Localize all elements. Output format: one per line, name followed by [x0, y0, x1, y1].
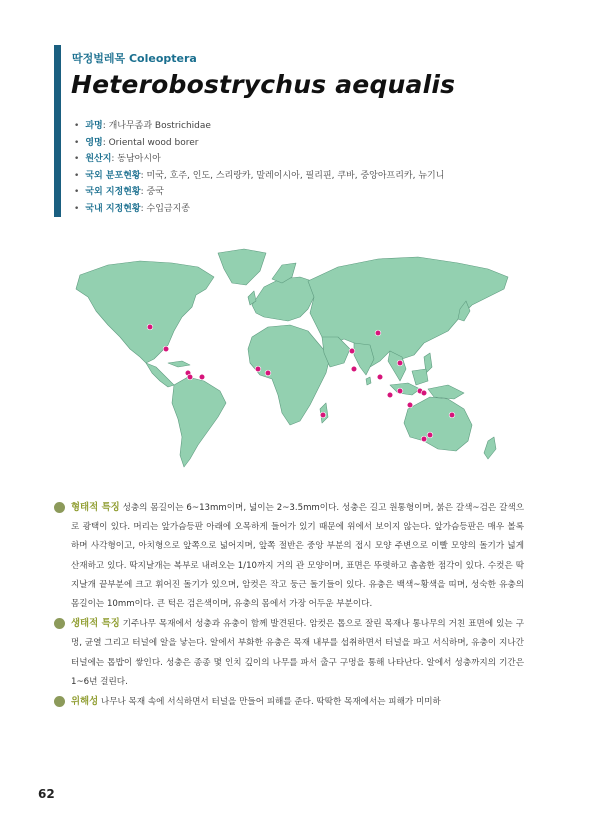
new-zealand	[484, 437, 496, 459]
info-item-english-name: • 영명: Oriental wood borer	[74, 137, 199, 148]
section-harmfulness: 위해성 나무나 목재 속에 서식하면서 터널을 만들어 피해를 준다. 딱딱한 목재에서는 피해가 미미하	[54, 692, 524, 712]
sri-lanka	[366, 377, 371, 385]
greenland	[218, 249, 266, 285]
marker-africa-2	[265, 370, 271, 376]
north-america	[76, 261, 214, 363]
marker-australia-2	[449, 412, 455, 418]
cuba	[168, 361, 190, 367]
south-america	[172, 377, 226, 467]
india	[354, 343, 374, 375]
marker-caribbean-3	[199, 374, 205, 380]
marker-india-1	[349, 348, 355, 354]
marker-se-asia-1	[377, 374, 383, 380]
marker-indonesia-2	[397, 388, 403, 394]
africa	[248, 325, 330, 425]
marker-africa-1	[255, 366, 261, 372]
indonesia	[390, 383, 420, 395]
order-label: 딱정벌레목 Coleoptera	[72, 52, 197, 65]
bullet-icon	[54, 696, 65, 707]
marker-india-2	[351, 366, 357, 372]
marker-caribbean-2	[187, 374, 193, 380]
marker-new-guinea-1	[421, 390, 427, 396]
marker-madagascar	[320, 412, 326, 418]
species-title: Heterobostrychus aequalis	[71, 70, 456, 99]
borneo	[412, 369, 428, 385]
marker-indonesia-1	[387, 392, 393, 398]
info-item-foreign-designation: • 국외 지정현황: 중국	[74, 187, 164, 198]
description-sections	[54, 498, 524, 712]
marker-australia-1	[407, 402, 413, 408]
europe	[252, 277, 318, 321]
marker-usa	[147, 324, 153, 330]
bullet-icon	[54, 502, 65, 513]
section-ecology: 생태적 특징 기주나무 목재에서 성충과 유충이 함께 발견된다. 암컷은 톱으로 잘린 목재나 통나무의 거친 표면에 있는 구멍, 균열 그리고 터널에 알을 낳는다. 알에서 부화한 유충은 목재 내부를 섭취하면서 터널을 파고 서식하며, 유충이 지나간 터널에는 톱밥이 쌓인다. 성충은 종종 몇 인치 깊이의 나무를 파서 출구 구멍을 통해 나타난다. 알에서 성충까지의 기간은 1~6년 걸린다.	[54, 614, 524, 692]
bullet-icon	[54, 618, 65, 629]
marker-china	[375, 330, 381, 336]
marker-cuba	[163, 346, 169, 352]
marker-australia-3	[421, 436, 427, 442]
info-item-origin: • 원산지: 동남아시아	[74, 154, 161, 165]
page-number: 62	[38, 787, 55, 801]
species-info-list	[74, 118, 444, 218]
accent-bar	[54, 45, 61, 217]
marker-philippines	[397, 360, 403, 366]
australia	[404, 397, 472, 451]
info-item-family: • 과명: 개나무좀과 Bostrichidae	[74, 121, 211, 131]
info-item-foreign-distribution: • 국외 분포현황: 미국, 호주, 인도, 스리랑카, 말레이시아, 필리핀, 쿠바, 중앙아프리카, 뉴기니	[74, 170, 445, 181]
new-guinea	[428, 385, 464, 399]
info-item-domestic-designation: • 국내 지정현황: 수입금지종	[74, 203, 190, 214]
world-distribution-map	[68, 245, 514, 470]
central-america	[146, 363, 174, 387]
section-morphology: 형태적 특징 성충의 몸길이는 6~13mm이며, 넓이는 2~3.5mm이다. 성충은 길고 원통형이며, 붉은 갈색~검은 갈색으로 광택이 있다. 머리는 앞가슴등판 아래에 오목하게 들어가 있기 때문에 위에서 보이지 않는다. 앞가슴등판은 매우 볼록하며 사각형이고, 아치형으로 앞쪽으로 넓어지며, 앞쪽 절반은 중앙 부분의 접시 모양 주변으로 이빨 모양의 돌기가 넓게 산재하고 있다. 딱지날개는 복부로 내려오는 1/10까지 거의 관 모양이며, 표면은 뚜렷하고 촘촘한 점각이 있다. 수컷은 딱지날개 끝부분에 크고 휘어진 돌기가 있으며, 암컷은 작고 둥근 돌기들이 있다. 유충은 백색~황색을 띠며, 성숙한 유충의 몸길이는 10mm이다. 큰 턱은 검은색이며, 유충의 몸에서 가장 어두운 부분이다.	[54, 498, 524, 614]
marker-australia-4	[427, 432, 433, 438]
